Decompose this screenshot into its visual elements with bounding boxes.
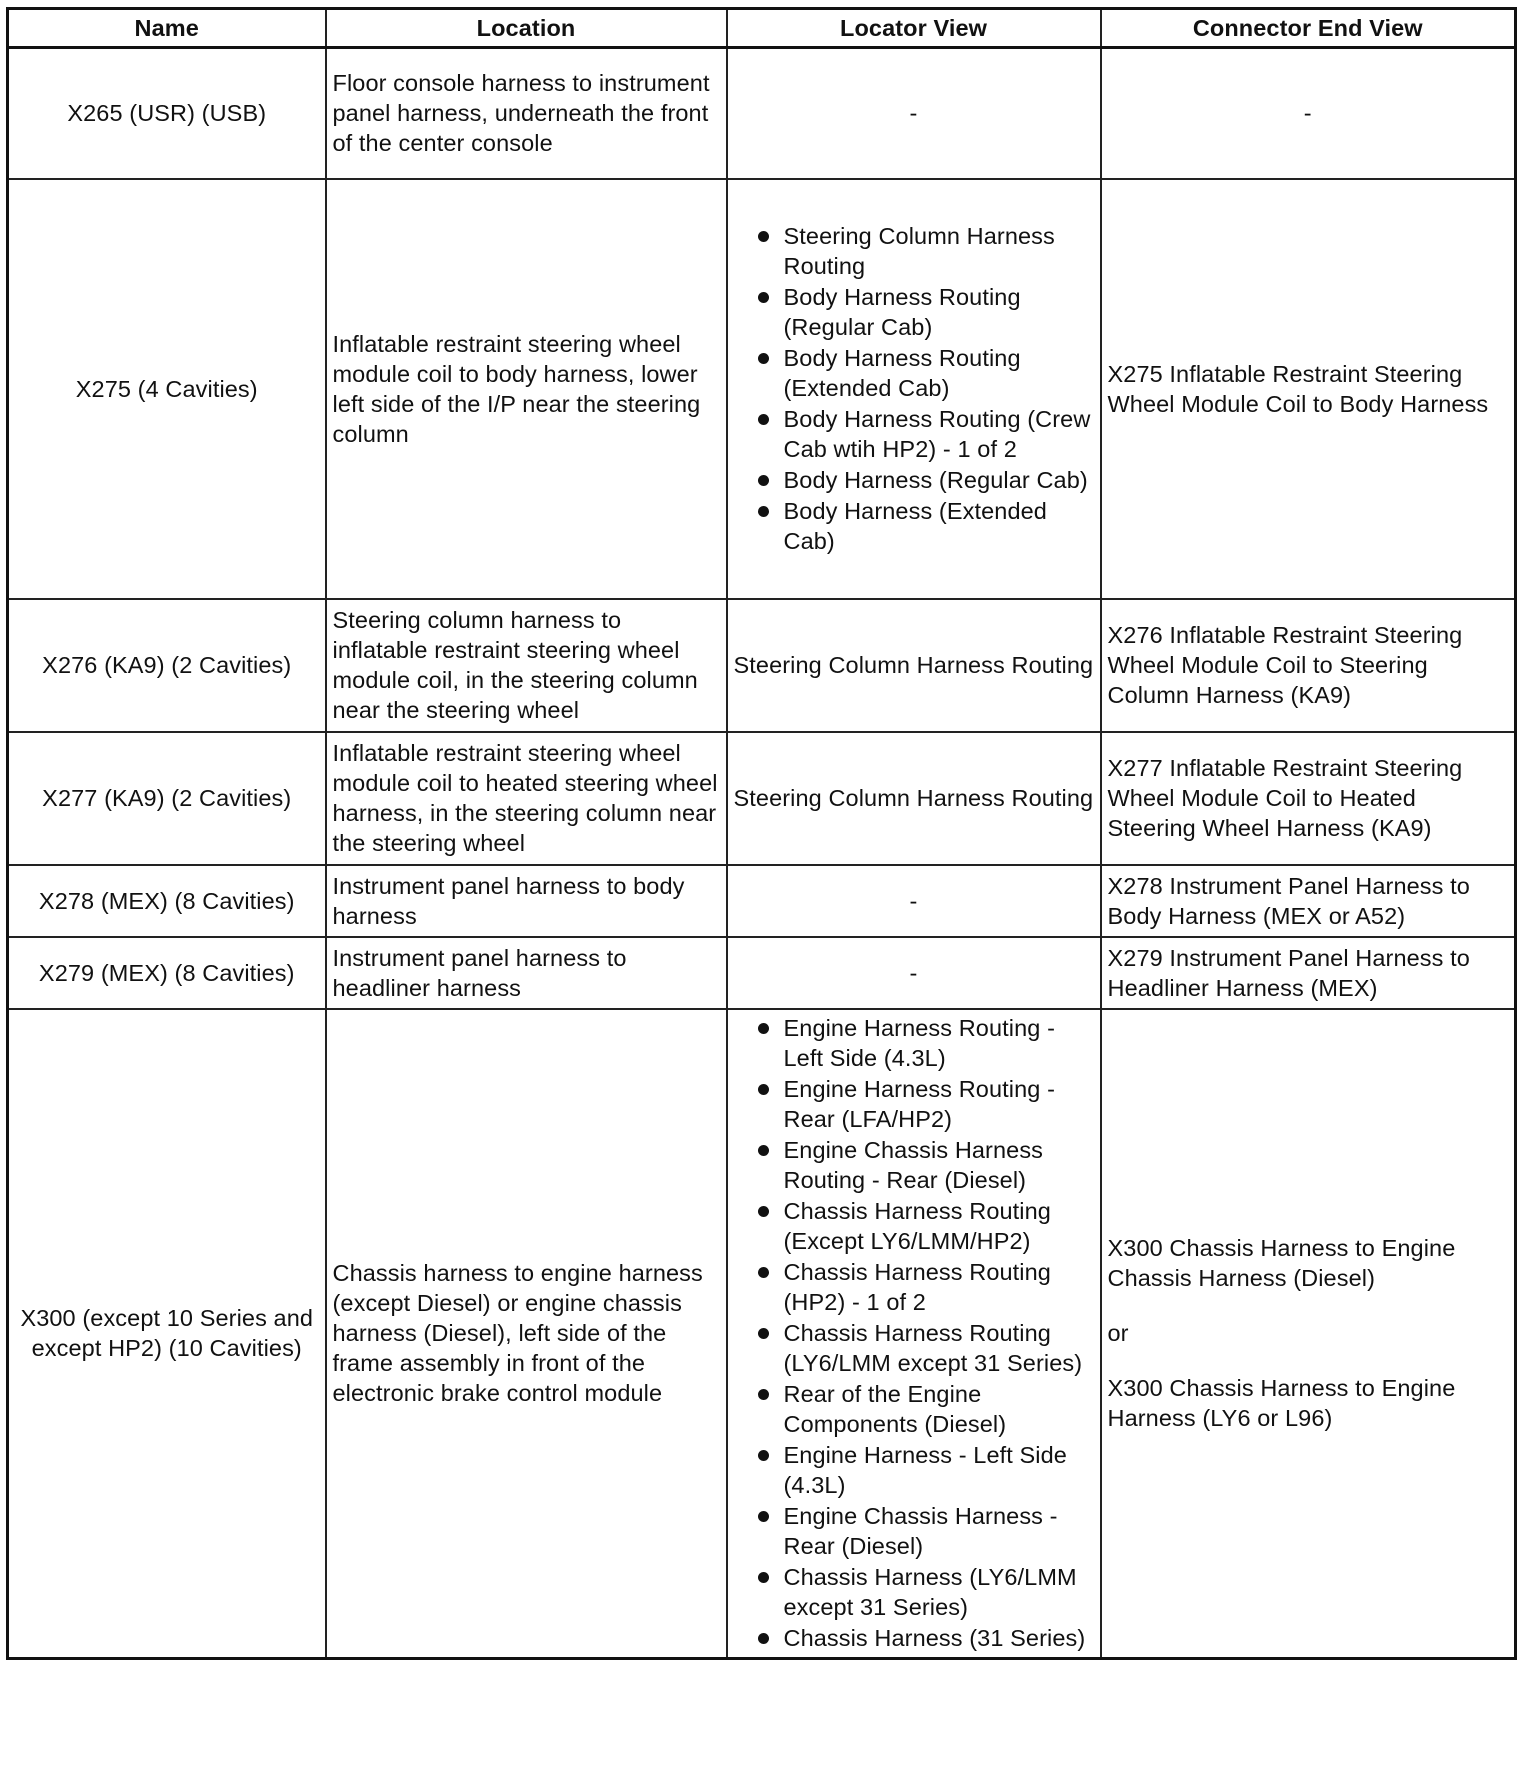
location-cell: Inflatable restraint steering wheel module coil to body harness, lower left side of the I/P near the steering column: [326, 179, 727, 599]
locator-item: Body Harness Routing (Regular Cab): [734, 282, 1094, 342]
name-cell: X278 (MEX) (8 Cavities): [8, 865, 326, 937]
connector-cell: -: [1101, 48, 1516, 179]
location-cell: Instrument panel harness to headliner harness: [326, 937, 727, 1009]
locator-item: Engine Harness Routing - Rear (LFA/HP2): [734, 1074, 1094, 1134]
locator-item: Chassis Harness Routing (HP2) - 1 of 2: [734, 1257, 1094, 1317]
locator-cell: -: [727, 865, 1101, 937]
locator-item: Body Harness Routing (Extended Cab): [734, 343, 1094, 403]
locator-cell: -: [727, 48, 1101, 179]
table-row: [8, 1009, 1516, 1659]
locator-item: Chassis Harness Routing (Except LY6/LMM/HP2): [734, 1196, 1094, 1256]
locator-item: Body Harness (Regular Cab): [734, 465, 1094, 495]
location-cell: Steering column harness to inflatable restraint steering wheel module coil, in the steering column near the steering wheel: [326, 599, 727, 732]
connector-cell: [1101, 1009, 1516, 1659]
locator-list: [734, 1013, 1094, 1653]
location-cell: Inflatable restraint steering wheel module coil to heated steering wheel harness, in the steering column near the steering wheel: [326, 732, 727, 865]
name-cell: X276 (KA9) (2 Cavities): [8, 599, 326, 732]
locator-cell: -: [727, 937, 1101, 1009]
table-row: [8, 48, 1516, 179]
name-cell: X275 (4 Cavities): [8, 179, 326, 599]
connector-cell: X278 Instrument Panel Harness to Body Harness (MEX or A52): [1101, 865, 1516, 937]
locator-item: Chassis Harness (31 Series): [734, 1623, 1094, 1653]
locator-item: Body Harness (Extended Cab): [734, 496, 1094, 556]
locator-item: Engine Harness Routing - Left Side (4.3L): [734, 1013, 1094, 1073]
connector-option-diesel: X300 Chassis Harness to Engine Chassis Harness (Diesel): [1107, 1235, 1456, 1291]
name-cell: X279 (MEX) (8 Cavities): [8, 937, 326, 1009]
table-row: [8, 599, 1516, 732]
connector-cell: X279 Instrument Panel Harness to Headliner Harness (MEX): [1101, 937, 1516, 1009]
connector-cell: X275 Inflatable Restraint Steering Wheel Module Coil to Body Harness: [1101, 179, 1516, 599]
header-locator-view: Locator View: [727, 9, 1101, 48]
connector-cell: X277 Inflatable Restraint Steering Wheel Module Coil to Heated Steering Wheel Harness (KA9): [1101, 732, 1516, 865]
table-row: [8, 865, 1516, 937]
locator-cell: [727, 179, 1101, 599]
locator-cell: Steering Column Harness Routing: [727, 732, 1101, 865]
location-cell: Instrument panel harness to body harness: [326, 865, 727, 937]
name-cell: X277 (KA9) (2 Cavities): [8, 732, 326, 865]
header-name: Name: [8, 9, 326, 48]
locator-item: Body Harness Routing (Crew Cab wtih HP2) - 1 of 2: [734, 404, 1094, 464]
connector-table: [6, 7, 1517, 1660]
locator-item: Chassis Harness (LY6/LMM except 31 Series): [734, 1562, 1094, 1622]
locator-item: Engine Chassis Harness - Rear (Diesel): [734, 1501, 1094, 1561]
connector-option-ly6: X300 Chassis Harness to Engine Harness (LY6 or L96): [1107, 1375, 1456, 1431]
locator-item: Engine Chassis Harness Routing - Rear (Diesel): [734, 1135, 1094, 1195]
header-row: [8, 9, 1516, 48]
header-connector-end-view: Connector End View: [1101, 9, 1516, 48]
table-row: [8, 179, 1516, 599]
locator-item: Engine Harness - Left Side (4.3L): [734, 1440, 1094, 1500]
table-row: [8, 732, 1516, 865]
locator-cell: Steering Column Harness Routing: [727, 599, 1101, 732]
name-cell: X265 (USR) (USB): [8, 48, 326, 179]
locator-item: Chassis Harness Routing (LY6/LMM except 31 Series): [734, 1318, 1094, 1378]
connector-or: or: [1107, 1320, 1129, 1346]
locator-list: [734, 221, 1094, 556]
table-row: [8, 937, 1516, 1009]
header-location: Location: [326, 9, 727, 48]
location-cell: Chassis harness to engine harness (except Diesel) or engine chassis harness (Diesel), left side of the frame assembly in front of the electronic brake control module: [326, 1009, 727, 1659]
location-cell: Floor console harness to instrument panel harness, underneath the front of the center console: [326, 48, 727, 179]
locator-item: Rear of the Engine Components (Diesel): [734, 1379, 1094, 1439]
name-cell: X300 (except 10 Series and except HP2) (10 Cavities): [8, 1009, 326, 1659]
locator-cell: [727, 1009, 1101, 1659]
connector-cell: X276 Inflatable Restraint Steering Wheel Module Coil to Steering Column Harness (KA9): [1101, 599, 1516, 732]
locator-item: Steering Column Harness Routing: [734, 221, 1094, 281]
